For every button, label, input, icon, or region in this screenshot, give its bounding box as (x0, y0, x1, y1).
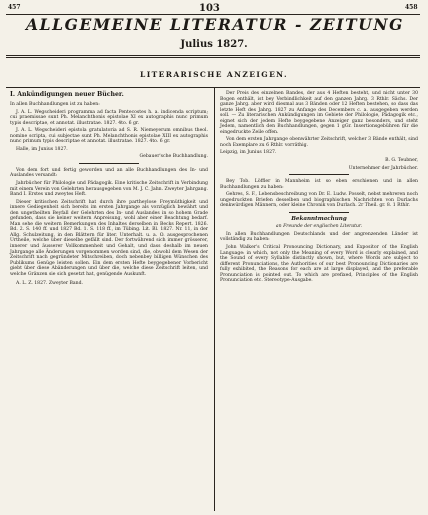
paragraph: Dieser kritischen Zeitschrift hat durch ihre partheylose Freymüthigkeit und innere Gediegenheit sich bereits im ersten Jahrgange als vorzüglich bewährt und den ungetheilten Beyfall der Gelehrten des In- und Auslandes in so hohem Grade gefunden, dass sie keiner weitern Anpreisung, wohl aber einer Beachtung bedarf. Man sehe die weitern Bemerkungen des Inhaltes derselben in Becks Repert. 1826. Bd. 2. S. 140 ff. und 1827 Bd. 1. S. 118 ff., im Tübing. Lit. Bl. 1827. Nr. 11, in der Allg. Schulzeitung, in den Blättern für liter. Unterhalt. u. a. O. ausgesprochenen Urtheile, welche über dieselbe gefällt sind. Der fortwährend sich immer grösserer, innerer und äusserer Vollkommenheit und Gehalt, und dass deshalb im neuen Jahrgange alle Änderungen vorgenommen worden sind, die, obwohl dem Wesen der Zeitschrift nach gegründeter Mitschreiben, doch nebenbey billigen Wünschen des Publikums Genüge leisten sollen. Ein dem ersten Hefte beygegebener Vorbericht giebt über diese Abänderungen und über die, welche diese Zeitschrift leiten, und welche Gränzen sie sich gesetzt hat, genügende Auskunft. (10, 199, 208, 277)
paragraph: Halle, im Junius 1827. (16, 146, 68, 152)
paragraph: Leipzig, im Junius 1827. (220, 150, 277, 156)
column-number: 103 (199, 3, 220, 14)
section-title: LITERARISCHE ANZEIGEN. (140, 70, 288, 79)
announcements-heading: I. Ankündigungen neuer Bücher. (10, 91, 124, 98)
paragraph: Von dem fort und fertig geworden und an alle Buchhandlungen des In- und Auslandes versandt: (10, 167, 208, 179)
header-rule-bottom (6, 55, 420, 56)
paragraph: J. A. L. Wegscheideri epistola gratulatoria ad S. R. Niemeyerum omnibus theol. nomine scripta, cui subjectae sunt Ph. Melanchthonis epistolae XIII ex autographis nunc primum typis descriptae et annotat. illustratae. 1827. 4to. 6 gr. (10, 128, 208, 145)
footer-note: A. L. Z. 1827. Zweyter Band. (16, 281, 83, 287)
notice-heading: Bekanntmachung (291, 215, 347, 222)
header-rule-bottom-2 (6, 57, 420, 58)
page-number-right: 458 (405, 4, 418, 11)
section-rule (6, 87, 420, 88)
paragraph: Der Preis des einzelnen Bandes, der aus 4 Heften besteht, und nicht unter 30 Bogen enthält, ist bey Verbindlichkeit auf den ganzen Jahrg. 3 Rthlr. Sächs. Der ganze Jahrg. aber wird diesmal aus 3 Bänden oder 12 Heften bestehen, so dass das letzte Heft des Jahrg. 1827 zu Anfange des Decembers c. a. ausgegeben werden soll. — Zu literarischen Ankündigungen im Gebiete der Philologie, Pädagogik etc., eignet sich der jedem Hefte beygegebene Anzeiger ganz besonders, und steht Jedem, namentlich den Buchhandlungen, gegen 1 gGr. Insertionsgebühren für die eingedruckte Zeile offen. (220, 91, 418, 135)
paragraph: In allen Buchhandlungen Deutschlands und der angrenzenden Länder ist vollständig zu haben: (220, 231, 418, 243)
issue-month: Julius 1827. (180, 39, 248, 50)
publisher-signature: Gebauer'sche Buchhandlung. (139, 154, 208, 160)
column-divider (214, 87, 215, 511)
page-number-left: 457 (8, 4, 21, 11)
paragraph: Jahrbücher für Philologie und Pädagogik. Eine kritische Zeitschrift in Verbindung mit einem Verein von Gelehrten herausgegeben von M. J. C. Jahn. Zweyter Jahrgang. Band I. Erstes und zweytes Heft. (10, 181, 208, 198)
publisher-signature: Unternehmer der Jahrbücher. (348, 165, 418, 171)
journal-title: ALLGEMEINE LITERATUR - ZEITUNG (25, 15, 405, 34)
publisher-signature: B. G. Teubner, (385, 158, 418, 164)
paragraph: Gehres, S. F., Lebensbeschreibung von Dr. E. Ludw. Posselt, nebst mehreren noch ungedruckten Briefen desselben und biographischen Nachrichten von Durlachs denkwürdigen Männern, oder kleine Chronik von Durlach. 2r Theil. gr. 8. 1 Rthlr. (220, 192, 418, 209)
paragraph: Von dem ersten Jahrgange obenwährter Zeitschrift, welcher 3 Bände enthält, sind noch Exemplare zu 6 Rthlr. vorräthig. (220, 137, 418, 148)
separator (79, 163, 139, 164)
notice-subheading: an Freunde der englischen Literatur. (275, 224, 363, 230)
paragraph: Bey Tob. Löffler in Mannheim ist so eben erschienen und in allen Buchhandlungen zu haben: (220, 179, 418, 190)
right-column (220, 91, 418, 286)
separator (289, 174, 349, 175)
paragraph: J. A. L. Wegscheideri programma ad facta Pentecostes h. a. indicenda scriptum; cui praemissae sunt Ph. Melanchthonis epistolae XI ex autographis nunc primum typis descriptae, et annotat. illustratae. 1827. 4to. 6 gr. (10, 109, 208, 126)
paragraph: John Walker's Critical Pronouncing Dictionary, and Expositor of the English Language: in which, not only the Meaning of every Word is clearly explained, and the Sound of every Syllable distinctly shown, but, where Words are subject to different Pronunciations, the Authorities of our best Pronouncing Dictionaries are fully exhibited, the Reasons for each are at large displayed, and the preferable Pronunciation is pointed out. To which are prefixed, Principles of the English Pronunciation etc. Stereotype-Ausgabe. (220, 245, 418, 284)
left-column (10, 91, 208, 289)
paragraph: In allen Buchhandlungen ist zu haben: (10, 102, 100, 107)
separator (289, 212, 349, 213)
